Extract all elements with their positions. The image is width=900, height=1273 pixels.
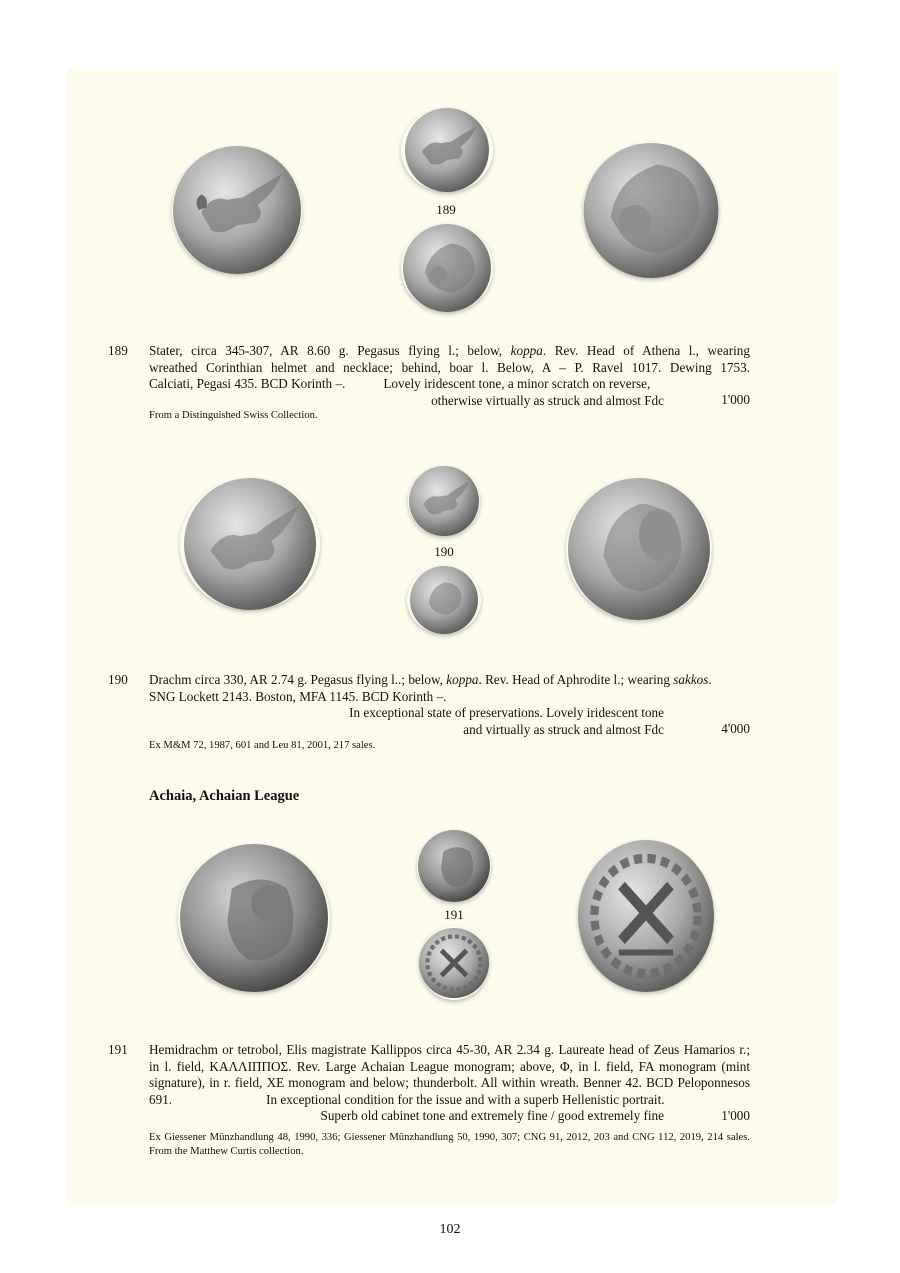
lot-condition: Lovely iridescent tone, a minor scratch on reverse, xyxy=(383,376,651,391)
page-number: 102 xyxy=(439,1222,461,1237)
lot-condition: otherwise virtually as struck and almost Fdc xyxy=(431,392,664,408)
lot-189-caption: 189 xyxy=(436,202,456,217)
coin-189-reverse-small xyxy=(401,224,493,312)
coin-191-obverse-large xyxy=(178,844,330,992)
coin-191-reverse-large xyxy=(578,840,714,992)
lot-estimate: 4'000 xyxy=(721,721,750,736)
lot-190-provenance: Ex M&M 72, 1987, 601 and Leu 81, 2001, 217 sales. xyxy=(149,740,376,751)
lot-189-entry xyxy=(108,343,750,413)
coin-191-reverse-small xyxy=(419,926,489,1000)
lot-description-line: wreathed Corinthian helmet and necklace; behind, boar l. Below, A – P. Ravel 1017. Dewing 1753. xyxy=(149,359,750,375)
lot-number: 189 xyxy=(108,343,128,358)
lot-condition: Superb old cabinet tone and extremely fine / good extremely fine xyxy=(320,1108,664,1123)
coin-189-reverse-large xyxy=(583,143,719,278)
coin-189-obverse-large xyxy=(172,146,302,274)
lot-description-line: in l. field, ΚΑΛΛΙΠΠΟΣ. Rev. Large Achaian League monogram; above, Φ, in l. field, FA monogram (mint xyxy=(149,1058,750,1074)
lot-estimate: 1'000 xyxy=(721,392,750,407)
lot-condition: and virtually as struck and almost Fdc xyxy=(463,721,664,737)
lot-description-line: Drachm circa 330, AR 2.74 g. Pegasus flying l..; below, koppa. Rev. Head of Aphrodite l.; wearing sakkos. xyxy=(149,672,712,687)
coin-190-obverse-large xyxy=(180,478,320,610)
lot-condition: In exceptional condition for the issue and with a superb Hellenistic portrait. xyxy=(266,1091,665,1107)
coin-190-reverse-small xyxy=(407,566,481,634)
lot-description-line: SNG Lockett 2143. Boston, MFA 1145. BCD Korinth –. xyxy=(149,688,447,704)
coin-189-obverse-small xyxy=(401,108,493,192)
lot-description-line: signature), in r. field, XE monogram and below; thunderbolt. All within wreath. Benner 42. BCD Peloponnesos xyxy=(149,1075,750,1090)
lot-number: 190 xyxy=(108,672,128,687)
coin-191-obverse-small xyxy=(417,830,491,902)
lot-description-line: Calciati, Pegasi 435. BCD Korinth –. Lovely iridescent tone, a minor scratch on reverse, xyxy=(149,376,651,391)
coin-190-obverse-small xyxy=(408,466,480,536)
lot-description-line: Hemidrachm or tetrobol, Elis magistrate Kallippos circa 45-30, AR 2.34 g. Laureate head of Zeus Hamarios r.; xyxy=(149,1042,750,1057)
lot-description-line: 691. In exceptional condition for the issue and with a superb Hellenistic portrait. xyxy=(149,1091,665,1107)
lot-description-line: Stater, circa 345-307, AR 8.60 g. Pegasus flying l.; below, koppa. Rev. Head of Athena l., wearing xyxy=(149,343,750,358)
lot-189-provenance: From a Distinguished Swiss Collection. xyxy=(149,410,318,421)
lot-191-entry xyxy=(108,1042,750,1132)
coin-190-reverse-large xyxy=(566,478,712,620)
lot-190-entry xyxy=(108,672,750,742)
lot-condition: In exceptional state of preservations. Lovely iridescent tone xyxy=(349,705,664,720)
lot-191-provenance: Ex Giessener Münzhandlung 48, 1990, 336; Giessener Münzhandlung 50, 1990, 307; CNG 91, 2012, 203 and CNG 112, 2019, 214 sales. From the Matthew Curtis collection. xyxy=(149,1132,750,1157)
lot-number: 191 xyxy=(108,1042,128,1057)
lot-estimate: 1'000 xyxy=(721,1108,750,1123)
lot-191-caption: 191 xyxy=(444,907,464,922)
section-title: Achaia, Achaian League xyxy=(149,788,300,804)
lot-190-caption: 190 xyxy=(434,544,454,559)
